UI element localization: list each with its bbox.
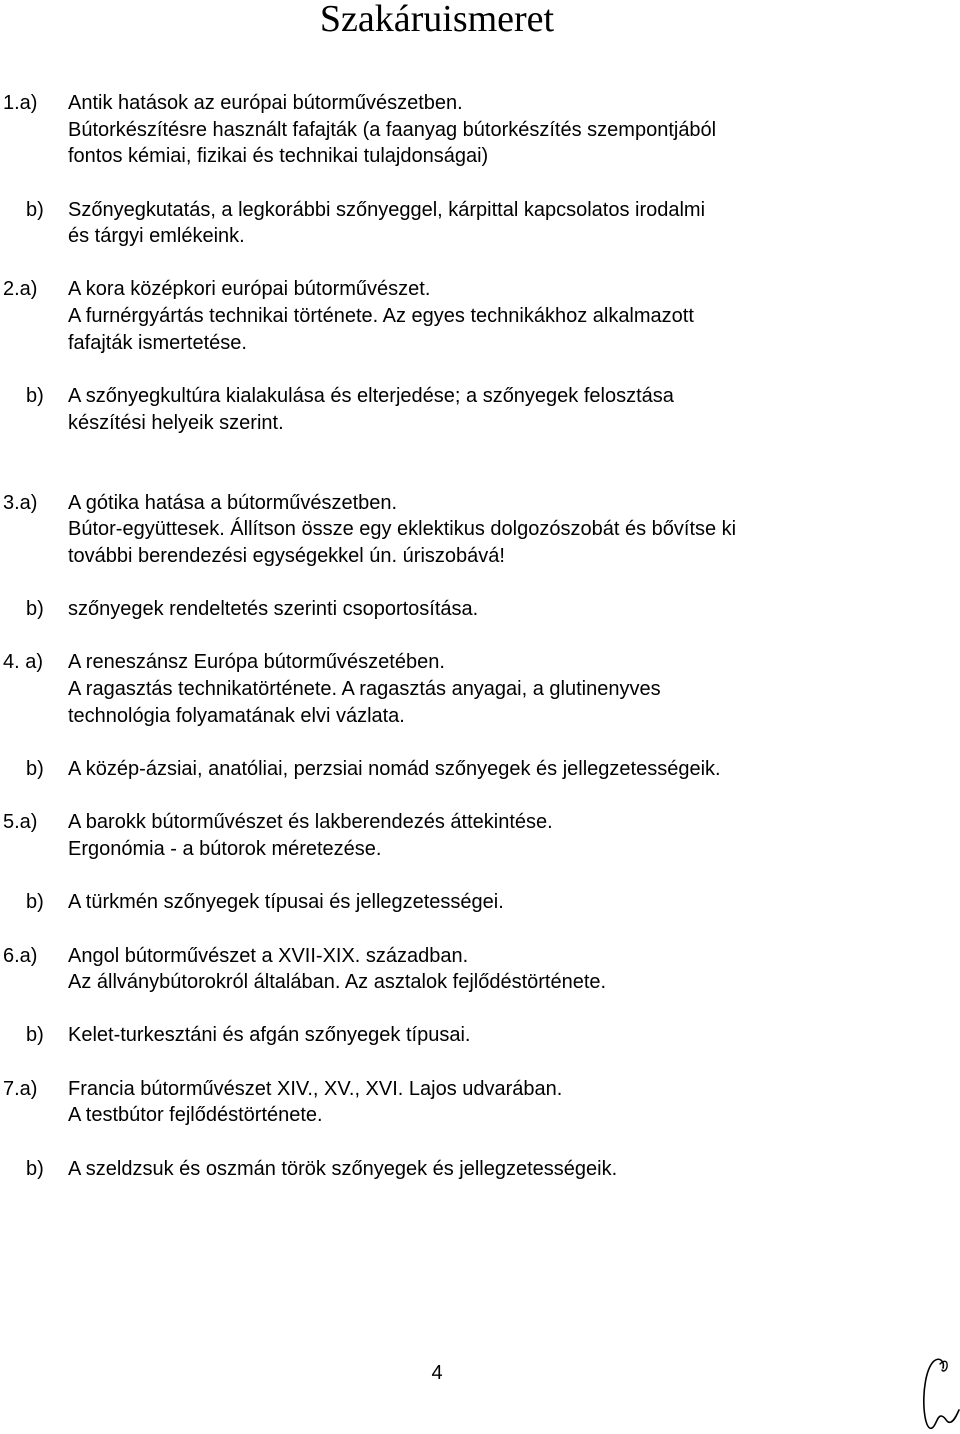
topic-1a bbox=[0, 90, 960, 170]
topic-7b bbox=[0, 1156, 960, 1183]
topic-line: Szőnyegkutatás, a legkorábbi szőnyeggel, kárpittal kapcsolatos irodalmi bbox=[68, 198, 706, 221]
topic-5a bbox=[0, 809, 960, 862]
topic-7a bbox=[0, 1076, 960, 1129]
topic-line: A testbútor fejlődéstörténete. bbox=[68, 1104, 323, 1127]
topic-line: A közép-ázsiai, anatóliai, perzsiai nomád szőnyegek és jellegzetességeik. bbox=[68, 758, 721, 781]
topic-line: Antik hatások az európai bútorművészetben. bbox=[68, 92, 463, 114]
topic-line: technológia folyamatának elvi vázlata. bbox=[68, 704, 405, 727]
topic-number: b) bbox=[26, 1157, 44, 1180]
topic-list bbox=[0, 90, 960, 1209]
topic-line: Angol bútorművészet a XVII-XIX. században. bbox=[68, 944, 469, 967]
topic-6b bbox=[0, 1022, 960, 1049]
topic-line: Bútor-együttesek. Állítson össze egy eklektikus dolgozószobát és bővítse ki bbox=[68, 518, 737, 541]
topic-line: fafajták ismertetése. bbox=[68, 331, 247, 354]
topic-line: A kora középkori európai bútorművészet. bbox=[68, 278, 431, 301]
topic-line: fontos kémiai, fizikai és technikai tulajdonságai) bbox=[68, 145, 489, 168]
topic-number: b) bbox=[26, 598, 44, 621]
topic-line: Az állványbútorokról általában. Az asztalok fejlődéstörténete. bbox=[68, 971, 607, 994]
topic-4a bbox=[0, 649, 960, 729]
topic-number: b) bbox=[26, 1024, 44, 1047]
topic-3b bbox=[0, 596, 960, 623]
topic-number: b) bbox=[26, 385, 44, 408]
topic-line: készítési helyeik szerint. bbox=[68, 411, 284, 434]
topic-3a bbox=[0, 490, 960, 570]
topic-number: 6.a) bbox=[3, 944, 38, 967]
topic-line: A reneszánsz Európa bútorművészetében. bbox=[68, 651, 445, 674]
topic-line: A szőnyegkultúra kialakulása és elterjedése; a szőnyegek felosztása bbox=[68, 385, 674, 408]
topic-line: Bútorkészítésre használt fafajták (a faanyag bútorkészítés szempontjából bbox=[68, 118, 717, 141]
topic-number: 2.a) bbox=[3, 278, 38, 301]
topic-4b bbox=[0, 756, 960, 783]
topic-line: A gótika hatása a bútorművészetben. bbox=[68, 491, 398, 514]
topic-1b bbox=[0, 197, 960, 250]
topic-number: b) bbox=[26, 198, 44, 221]
topic-line: A furnérgyártás technikai története. Az egyes technikákhoz alkalmazott bbox=[68, 305, 694, 328]
topic-number: 3.a) bbox=[3, 491, 38, 514]
topic-2b bbox=[0, 383, 960, 436]
topic-number: 5.a) bbox=[3, 811, 38, 834]
topic-5b bbox=[0, 889, 960, 916]
topic-number: b) bbox=[26, 891, 44, 914]
topic-line: A ragasztás technikatörténete. A ragasztás anyagai, a glutinenyves bbox=[68, 678, 661, 701]
topic-number: 7.a) bbox=[3, 1077, 38, 1100]
topic-line: Kelet-turkesztáni és afgán szőnyegek típusai. bbox=[68, 1024, 471, 1047]
page-number: 4 bbox=[431, 1362, 443, 1384]
topic-line: további berendezési egységekkel ún. úriszobává! bbox=[68, 544, 505, 567]
topic-number: 1.a) bbox=[3, 92, 38, 114]
topic-number: 4. a) bbox=[3, 651, 44, 674]
topic-line: Francia bútorművészet XIV., XV., XVI. Lajos udvarában. bbox=[68, 1077, 563, 1100]
topic-number: b) bbox=[26, 758, 44, 781]
topic-2a bbox=[0, 276, 960, 356]
topic-line: szőnyegek rendeltetés szerinti csoportosítása. bbox=[68, 598, 479, 621]
topic-line: A barokk bútorművészet és lakberendezés áttekintése. bbox=[68, 811, 553, 834]
topic-line: A szeldzsuk és oszmán török szőnyegek és jellegzetességeik. bbox=[68, 1157, 618, 1180]
topic-line: A türkmén szőnyegek típusai és jellegzetességei. bbox=[68, 891, 504, 914]
topic-line: és tárgyi emlékeink. bbox=[68, 225, 245, 248]
handwritten-signature-icon bbox=[915, 1352, 960, 1434]
topic-6a bbox=[0, 943, 960, 996]
page-title: Szakáruismeret bbox=[319, 0, 555, 40]
topic-line: Ergonómia - a bútorok méretezése. bbox=[68, 837, 382, 860]
